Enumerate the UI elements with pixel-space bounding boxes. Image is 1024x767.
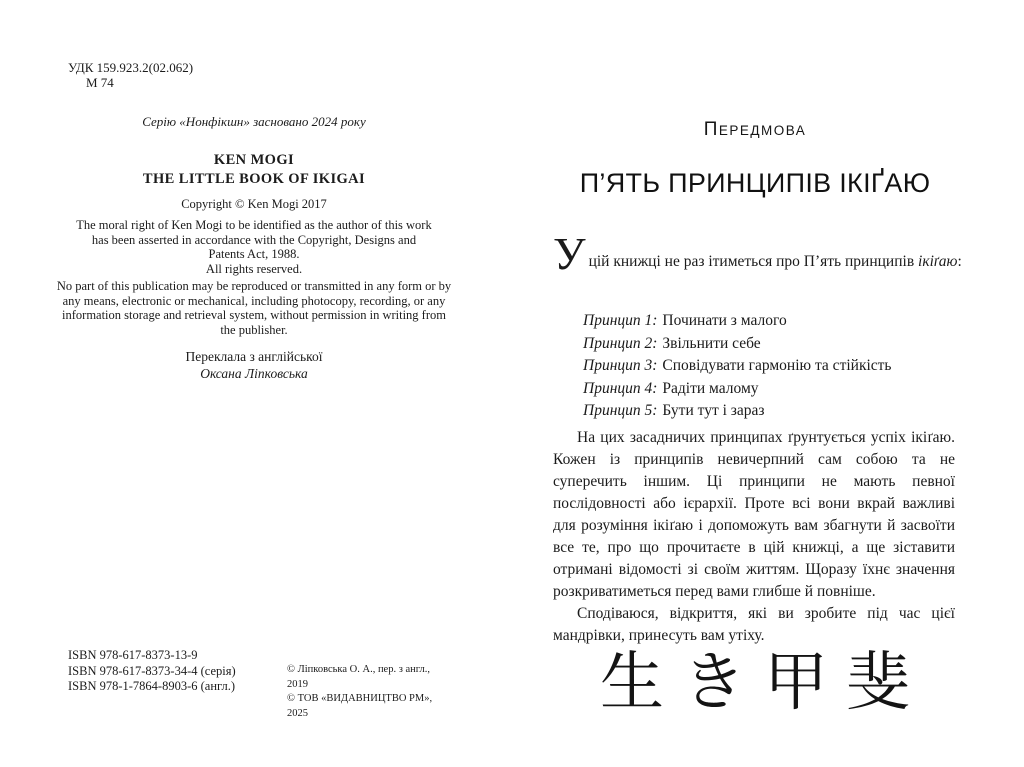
all-rights-line: All rights reserved. <box>205 262 303 276</box>
intro-text: цій книжці не раз ітиметься про П’ять принципів <box>588 253 919 270</box>
principle-item <box>583 310 892 333</box>
principle-text: Сповідувати гармонію та стійкість <box>662 357 892 374</box>
original-title: THE LITTLE BOOK OF IKIGAI <box>142 171 366 187</box>
preface-body <box>553 427 955 647</box>
chapter-label-initial: П <box>703 119 719 140</box>
chapter-label <box>553 119 957 141</box>
principle-item <box>583 400 892 423</box>
principle-text: Бути тут і зараз <box>662 402 765 419</box>
copyright-notice: © Ліпковська О. А., пер. з англ., 2019 <box>287 664 431 690</box>
principle-text: Звільнити себе <box>662 334 761 352</box>
copyright-notice: © ТОВ «ВИДАВНИЦТВО РМ», 2025 <box>287 693 433 719</box>
isbn-line: ISBN 978-617-8373-13-9 <box>68 648 198 662</box>
udc-line: УДК 159.923.2(02.062) <box>68 60 194 75</box>
book-title-block <box>68 151 440 189</box>
principle-item <box>583 333 892 356</box>
principles-list <box>583 310 892 423</box>
copyright-notices <box>287 663 440 721</box>
principle-label: Принцип 2: <box>583 334 658 352</box>
chapter-title: П’ЯТЬ ПРИНЦИПІВ ІКІҐАЮ <box>579 168 931 198</box>
body-paragraph-2: Сподіваюся, відкриття, які ви зробите під час цієї мандрівки, принесуть вам утіху. <box>553 605 955 644</box>
dropcap-initial: У <box>553 228 586 279</box>
principle-text: Починати з малого <box>662 312 787 329</box>
reproduction-notice: No part of this publication may be reproduced or transmitted in any form or by any means, electronic or mechanical, including photocopy, recording, or any information storage and retrieval system, without permission in writing from the publisher. <box>56 279 452 337</box>
intro-colon: : <box>957 253 962 270</box>
principle-label: Принцип 5: <box>583 402 658 419</box>
copyright-line: Copyright © Ken Mogi 2017 <box>181 197 327 211</box>
principle-label: Принцип 4: <box>583 379 658 397</box>
intro-italic-term: ікіґаю <box>918 253 958 270</box>
translator-name: Оксана Ліпковська <box>200 366 308 381</box>
udc-author-sign: М 74 <box>86 75 114 90</box>
principle-label: Принцип 1: <box>583 312 658 329</box>
isbn-block <box>68 648 236 695</box>
udc-classification <box>68 60 193 90</box>
moral-right-notice: The moral right of Ken Mogi to be identified as the author of this work has been asserted in accordance with the Copyright, Designs and Patents Act, 1988. <box>76 218 432 261</box>
translator-intro: Переклала з англійської <box>185 349 323 364</box>
body-paragraph-1: На цих засадничих принципах ґрунтується успіх ікіґаю. Кожен із принципів невичерпний сам собою та не суперечить іншим. Ці принципи не мають певної послідовності або ієрархії. Проте всі вони вкрай важливі для розуміння ікіґаю і допоможуть вам збагнути й засвоїти все те, про що прочитаєте в цій книжці, а ще зіставити отримані відомості зі своїм життям. Щоразу їхнє значення розкриватиметься перед вами глибше й повніше. <box>553 429 955 600</box>
preface-page <box>553 0 962 767</box>
series-note: Серію «Нонфікшн» засновано 2024 року <box>142 114 366 129</box>
author-name: KEN MOGI <box>213 152 295 168</box>
principle-label: Принцип 3: <box>583 357 658 374</box>
principle-item <box>583 378 892 401</box>
principle-item <box>583 355 892 378</box>
ikigai-kanji: 生き甲斐 <box>600 647 928 718</box>
principle-text: Радіти малому <box>662 379 759 397</box>
chapter-label-rest: ЕРЕДМОВА <box>718 123 807 138</box>
translator-block <box>68 348 440 382</box>
isbn-line: ISBN 978-617-8373-34-4 (серія) <box>68 663 236 678</box>
imprint-page <box>56 0 452 767</box>
intro-paragraph <box>553 228 962 279</box>
isbn-line: ISBN 978-1-7864-8903-6 (англ.) <box>68 679 236 693</box>
